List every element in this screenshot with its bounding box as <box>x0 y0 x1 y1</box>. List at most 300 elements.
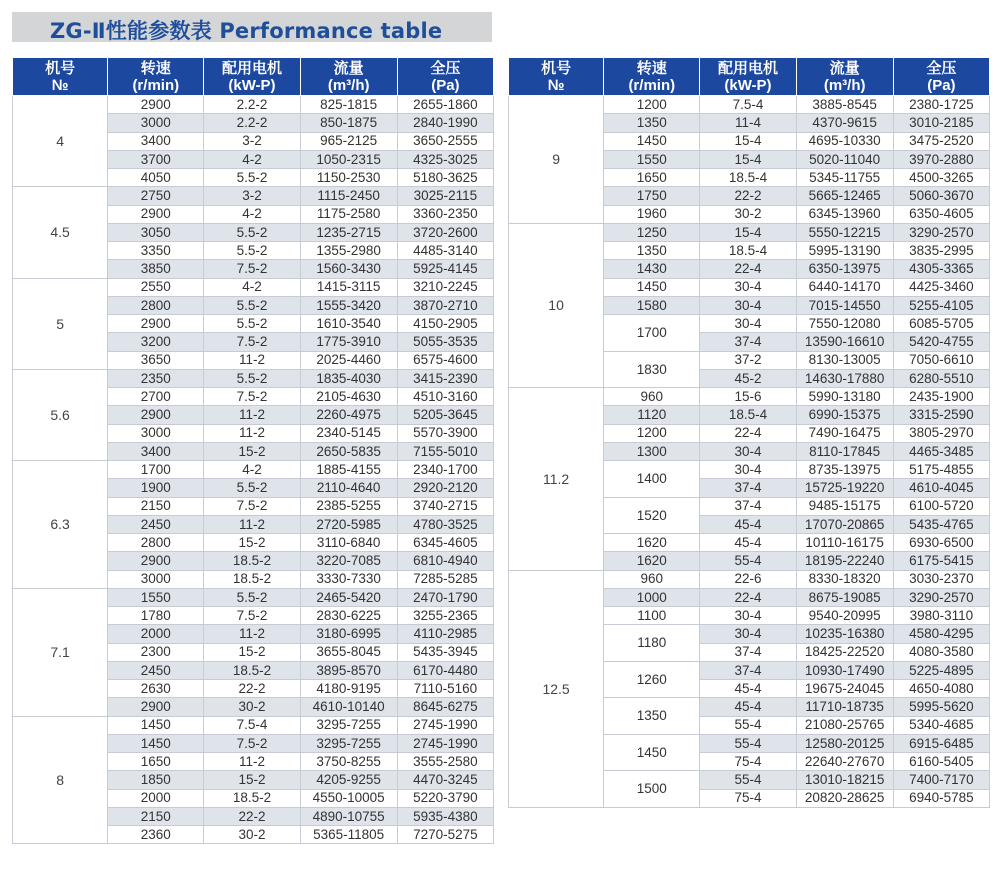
header-motor-label: 配用电机 <box>717 59 778 77</box>
speed-cell: 1700 <box>604 315 700 352</box>
model-number: 7.1 <box>13 588 108 716</box>
flow-cell: 1115-2450 <box>300 187 397 205</box>
flow-cell: 11710-18735 <box>796 698 893 716</box>
motor-cell: 18.5-2 <box>204 789 300 807</box>
flow-cell: 1885-4155 <box>300 461 397 479</box>
speed-cell: 1550 <box>604 150 700 168</box>
motor-cell: 30-4 <box>700 278 796 296</box>
speed-cell: 2900 <box>108 96 204 114</box>
speed-cell: 1960 <box>604 205 700 223</box>
pressure-cell: 3415-2390 <box>397 369 493 387</box>
motor-cell: 30-4 <box>700 607 796 625</box>
pressure-cell: 3290-2570 <box>893 223 989 241</box>
motor-cell: 30-4 <box>700 315 796 333</box>
flow-cell: 4550-10005 <box>300 789 397 807</box>
flow-cell: 10235-16380 <box>796 625 893 643</box>
speed-cell: 960 <box>604 388 700 406</box>
pressure-cell: 3475-2520 <box>893 132 989 150</box>
pressure-cell: 3980-3110 <box>893 607 989 625</box>
flow-cell: 14630-17880 <box>796 369 893 387</box>
flow-cell: 10930-17490 <box>796 661 893 679</box>
flow-cell: 3885-8545 <box>796 96 893 114</box>
flow-cell: 6350-13975 <box>796 260 893 278</box>
speed-cell: 1430 <box>604 260 700 278</box>
motor-cell: 4-2 <box>204 461 300 479</box>
flow-cell: 3220-7085 <box>300 552 397 570</box>
pressure-cell: 2745-1990 <box>397 734 493 752</box>
flow-cell: 4205-9255 <box>300 771 397 789</box>
table-row <box>13 588 494 606</box>
speed-cell: 1100 <box>604 607 700 625</box>
header-speed-label: 转速 <box>140 59 171 77</box>
speed-cell: 2360 <box>108 826 204 844</box>
performance-table-right <box>508 57 990 808</box>
header-no-label: 机号 <box>541 59 572 77</box>
speed-cell: 1350 <box>604 114 700 132</box>
pressure-cell: 7110-5160 <box>397 680 493 698</box>
speed-cell: 1450 <box>108 716 204 734</box>
flow-cell: 1610-3540 <box>300 315 397 333</box>
motor-cell: 22-4 <box>700 260 796 278</box>
motor-cell: 22-6 <box>700 570 796 588</box>
header-no <box>13 58 108 96</box>
pressure-cell: 3025-2115 <box>397 187 493 205</box>
motor-cell: 5.5-2 <box>204 296 300 314</box>
flow-cell: 3110-6840 <box>300 534 397 552</box>
pressure-cell: 5340-4685 <box>893 716 989 734</box>
pressure-cell: 4425-3460 <box>893 278 989 296</box>
pressure-cell: 6160-5405 <box>893 753 989 771</box>
motor-cell: 11-2 <box>204 406 300 424</box>
speed-cell: 2150 <box>108 497 204 515</box>
pressure-cell: 7270-5275 <box>397 826 493 844</box>
flow-cell: 18425-22520 <box>796 643 893 661</box>
speed-cell: 2900 <box>108 205 204 223</box>
model-number: 10 <box>509 223 604 387</box>
flow-cell: 5550-12215 <box>796 223 893 241</box>
flow-cell: 3295-7255 <box>300 716 397 734</box>
flow-cell: 6990-15375 <box>796 406 893 424</box>
pressure-cell: 3720-2600 <box>397 223 493 241</box>
pressure-cell: 6940-5785 <box>893 789 989 807</box>
flow-cell: 21080-25765 <box>796 716 893 734</box>
flow-cell: 2465-5420 <box>300 588 397 606</box>
motor-cell: 30-4 <box>700 461 796 479</box>
header-motor-unit: (kW-P) <box>228 76 276 94</box>
model-number: 8 <box>13 716 108 844</box>
pressure-cell: 5225-4895 <box>893 661 989 679</box>
motor-cell: 7.5-2 <box>204 260 300 278</box>
header-speed-unit: (r/min) <box>132 76 180 94</box>
pressure-cell: 4470-3245 <box>397 771 493 789</box>
flow-cell: 4180-9195 <box>300 680 397 698</box>
pressure-cell: 2470-1790 <box>397 588 493 606</box>
speed-cell: 1180 <box>604 625 700 662</box>
flow-cell: 8330-18320 <box>796 570 893 588</box>
header-speed <box>604 58 700 96</box>
flow-cell: 5995-13190 <box>796 242 893 260</box>
speed-cell: 1780 <box>108 607 204 625</box>
motor-cell: 15-2 <box>204 643 300 661</box>
motor-cell: 75-4 <box>700 753 796 771</box>
speed-cell: 1200 <box>604 424 700 442</box>
pressure-cell: 3360-2350 <box>397 205 493 223</box>
motor-cell: 7.5-2 <box>204 607 300 625</box>
pressure-cell: 5420-4755 <box>893 333 989 351</box>
pressure-cell: 6810-4940 <box>397 552 493 570</box>
flow-cell: 15725-19220 <box>796 479 893 497</box>
speed-cell: 3400 <box>108 132 204 150</box>
model-number: 11.2 <box>509 388 604 571</box>
header-flow <box>796 58 893 96</box>
header-pressure-unit: (Pa) <box>431 76 460 94</box>
flow-cell: 3655-8045 <box>300 643 397 661</box>
flow-cell: 6345-13960 <box>796 205 893 223</box>
motor-cell: 37-4 <box>700 497 796 515</box>
pressure-cell: 7155-5010 <box>397 442 493 460</box>
flow-cell: 5345-11755 <box>796 169 893 187</box>
motor-cell: 5.5-2 <box>204 315 300 333</box>
flow-cell: 2830-6225 <box>300 607 397 625</box>
flow-cell: 18195-22240 <box>796 552 893 570</box>
motor-cell: 5.5-2 <box>204 479 300 497</box>
flow-cell: 1415-3115 <box>300 278 397 296</box>
header-motor <box>700 58 796 96</box>
table-row <box>13 369 494 387</box>
pressure-cell: 5180-3625 <box>397 169 493 187</box>
pressure-cell: 4580-4295 <box>893 625 989 643</box>
header-speed-unit: (r/min) <box>628 76 676 94</box>
pressure-cell: 4780-3525 <box>397 515 493 533</box>
flow-cell: 8735-13975 <box>796 461 893 479</box>
pressure-cell: 7400-7170 <box>893 771 989 789</box>
speed-cell: 2900 <box>108 552 204 570</box>
header-pressure <box>893 58 989 96</box>
motor-cell: 7.5-2 <box>204 734 300 752</box>
pressure-cell: 6345-4605 <box>397 534 493 552</box>
flow-cell: 19675-24045 <box>796 680 893 698</box>
header-flow <box>300 58 397 96</box>
model-number: 4.5 <box>13 187 108 278</box>
motor-cell: 45-4 <box>700 515 796 533</box>
motor-cell: 18.5-4 <box>700 242 796 260</box>
flow-cell: 2340-5145 <box>300 424 397 442</box>
header-no-unit: № <box>51 76 69 94</box>
pressure-cell: 3835-2995 <box>893 242 989 260</box>
flow-cell: 10110-16175 <box>796 534 893 552</box>
motor-cell: 15-4 <box>700 223 796 241</box>
flow-cell: 2720-5985 <box>300 515 397 533</box>
pressure-cell: 4150-2905 <box>397 315 493 333</box>
speed-cell: 1850 <box>108 771 204 789</box>
pressure-cell: 2745-1990 <box>397 716 493 734</box>
motor-cell: 3-2 <box>204 187 300 205</box>
flow-cell: 7550-12080 <box>796 315 893 333</box>
motor-cell: 2.2-2 <box>204 114 300 132</box>
speed-cell: 3650 <box>108 351 204 369</box>
flow-cell: 8675-19085 <box>796 588 893 606</box>
model-number: 6.3 <box>13 461 108 589</box>
speed-cell: 2000 <box>108 789 204 807</box>
motor-cell: 22-2 <box>204 680 300 698</box>
speed-cell: 3850 <box>108 260 204 278</box>
motor-cell: 5.5-2 <box>204 369 300 387</box>
pressure-cell: 4305-3365 <box>893 260 989 278</box>
pressure-cell: 2340-1700 <box>397 461 493 479</box>
speed-cell: 1750 <box>604 187 700 205</box>
pressure-cell: 5060-3670 <box>893 187 989 205</box>
flow-cell: 1050-2315 <box>300 150 397 168</box>
flow-cell: 7015-14550 <box>796 296 893 314</box>
pressure-cell: 2920-2120 <box>397 479 493 497</box>
header-motor-unit: (kW-P) <box>724 76 772 94</box>
motor-cell: 45-4 <box>700 534 796 552</box>
motor-cell: 18.5-2 <box>204 570 300 588</box>
header-no-unit: № <box>547 76 565 94</box>
model-number: 4 <box>13 96 108 187</box>
flow-cell: 3180-6995 <box>300 625 397 643</box>
performance-table-left <box>12 57 494 844</box>
motor-cell: 18.5-2 <box>204 661 300 679</box>
table-row <box>13 461 494 479</box>
pressure-cell: 5935-4380 <box>397 807 493 825</box>
model-number: 12.5 <box>509 570 604 807</box>
pressure-cell: 2655-1860 <box>397 96 493 114</box>
flow-cell: 3295-7255 <box>300 734 397 752</box>
motor-cell: 22-4 <box>700 588 796 606</box>
motor-cell: 4-2 <box>204 150 300 168</box>
flow-cell: 20820-28625 <box>796 789 893 807</box>
flow-cell: 1355-2980 <box>300 242 397 260</box>
speed-cell: 1000 <box>604 588 700 606</box>
flow-cell: 1235-2715 <box>300 223 397 241</box>
pressure-cell: 6170-4480 <box>397 661 493 679</box>
flow-cell: 8130-13005 <box>796 351 893 369</box>
motor-cell: 4-2 <box>204 278 300 296</box>
flow-cell: 9540-20995 <box>796 607 893 625</box>
table-row <box>509 570 990 588</box>
flow-cell: 2110-4640 <box>300 479 397 497</box>
pressure-cell: 4465-3485 <box>893 442 989 460</box>
motor-cell: 15-2 <box>204 534 300 552</box>
motor-cell: 45-4 <box>700 698 796 716</box>
speed-cell: 4050 <box>108 169 204 187</box>
motor-cell: 11-4 <box>700 114 796 132</box>
header-pressure <box>397 58 493 96</box>
speed-cell: 3050 <box>108 223 204 241</box>
pressure-cell: 4110-2985 <box>397 625 493 643</box>
speed-cell: 3400 <box>108 442 204 460</box>
speed-cell: 1520 <box>604 497 700 534</box>
speed-cell: 1260 <box>604 661 700 698</box>
speed-cell: 1300 <box>604 442 700 460</box>
flow-cell: 5365-11805 <box>300 826 397 844</box>
motor-cell: 15-4 <box>700 132 796 150</box>
motor-cell: 11-2 <box>204 625 300 643</box>
speed-cell: 2900 <box>108 698 204 716</box>
flow-cell: 13010-18215 <box>796 771 893 789</box>
header-motor-label: 配用电机 <box>221 59 282 77</box>
model-number: 9 <box>509 96 604 224</box>
header-pressure-label: 全压 <box>430 59 461 77</box>
motor-cell: 15-2 <box>204 442 300 460</box>
motor-cell: 22-2 <box>204 807 300 825</box>
speed-cell: 1250 <box>604 223 700 241</box>
pressure-cell: 4325-3025 <box>397 150 493 168</box>
header-no <box>509 58 604 96</box>
motor-cell: 55-4 <box>700 716 796 734</box>
speed-cell: 1620 <box>604 534 700 552</box>
speed-cell: 960 <box>604 570 700 588</box>
pressure-cell: 4485-3140 <box>397 242 493 260</box>
motor-cell: 30-2 <box>204 826 300 844</box>
page-title: ZG-Ⅱ性能参数表 Performance table <box>50 19 443 43</box>
speed-cell: 1700 <box>108 461 204 479</box>
flow-cell: 1150-2530 <box>300 169 397 187</box>
motor-cell: 2.2-2 <box>204 96 300 114</box>
pressure-cell: 6085-5705 <box>893 315 989 333</box>
speed-cell: 1350 <box>604 242 700 260</box>
pressure-cell: 6100-5720 <box>893 497 989 515</box>
speed-cell: 2630 <box>108 680 204 698</box>
pressure-cell: 6575-4600 <box>397 351 493 369</box>
pressure-cell: 6930-6500 <box>893 534 989 552</box>
flow-cell: 2260-4975 <box>300 406 397 424</box>
flow-cell: 4695-10330 <box>796 132 893 150</box>
flow-cell: 1775-3910 <box>300 333 397 351</box>
pressure-cell: 3870-2710 <box>397 296 493 314</box>
flow-cell: 2025-4460 <box>300 351 397 369</box>
header-pressure-label: 全压 <box>926 59 957 77</box>
motor-cell: 5.5-2 <box>204 223 300 241</box>
motor-cell: 18.5-4 <box>700 169 796 187</box>
flow-cell: 17070-20865 <box>796 515 893 533</box>
motor-cell: 5.5-2 <box>204 242 300 260</box>
motor-cell: 30-4 <box>700 442 796 460</box>
motor-cell: 5.5-2 <box>204 169 300 187</box>
motor-cell: 55-4 <box>700 552 796 570</box>
pressure-cell: 6280-5510 <box>893 369 989 387</box>
speed-cell: 1200 <box>604 96 700 114</box>
pressure-cell: 3210-2245 <box>397 278 493 296</box>
pressure-cell: 3555-2580 <box>397 753 493 771</box>
pressure-cell: 2435-1900 <box>893 388 989 406</box>
pressure-cell: 5435-4765 <box>893 515 989 533</box>
header-speed-label: 转速 <box>636 59 667 77</box>
flow-cell: 1555-3420 <box>300 296 397 314</box>
motor-cell: 30-2 <box>204 698 300 716</box>
speed-cell: 2800 <box>108 534 204 552</box>
pressure-cell: 5055-3535 <box>397 333 493 351</box>
speed-cell: 2450 <box>108 661 204 679</box>
table-row <box>13 716 494 734</box>
model-number: 5 <box>13 278 108 369</box>
speed-cell: 1450 <box>108 734 204 752</box>
header-flow-label: 流量 <box>333 59 364 77</box>
speed-cell: 1450 <box>604 734 700 771</box>
model-number: 5.6 <box>13 369 108 460</box>
header-no-label: 机号 <box>45 59 76 77</box>
pressure-cell: 5995-5620 <box>893 698 989 716</box>
flow-cell: 5020-11040 <box>796 150 893 168</box>
flow-cell: 3895-8570 <box>300 661 397 679</box>
speed-cell: 1500 <box>604 771 700 808</box>
pressure-cell: 6350-4605 <box>893 205 989 223</box>
table-row <box>13 187 494 205</box>
table-row <box>509 388 990 406</box>
speed-cell: 3700 <box>108 150 204 168</box>
pressure-cell: 7285-5285 <box>397 570 493 588</box>
motor-cell: 55-4 <box>700 734 796 752</box>
motor-cell: 15-6 <box>700 388 796 406</box>
motor-cell: 37-4 <box>700 479 796 497</box>
speed-cell: 2000 <box>108 625 204 643</box>
pressure-cell: 2380-1725 <box>893 96 989 114</box>
speed-cell: 1450 <box>604 278 700 296</box>
speed-cell: 1650 <box>108 753 204 771</box>
speed-cell: 1400 <box>604 461 700 498</box>
pressure-cell: 3010-2185 <box>893 114 989 132</box>
speed-cell: 1550 <box>108 588 204 606</box>
motor-cell: 37-2 <box>700 351 796 369</box>
speed-cell: 1620 <box>604 552 700 570</box>
motor-cell: 30-4 <box>700 625 796 643</box>
flow-cell: 2105-4630 <box>300 388 397 406</box>
flow-cell: 5665-12465 <box>796 187 893 205</box>
motor-cell: 37-4 <box>700 661 796 679</box>
pressure-cell: 3650-2555 <box>397 132 493 150</box>
table-header-row <box>509 58 990 96</box>
motor-cell: 45-4 <box>700 680 796 698</box>
pressure-cell: 4650-4080 <box>893 680 989 698</box>
speed-cell: 1120 <box>604 406 700 424</box>
flow-cell: 3330-7330 <box>300 570 397 588</box>
header-flow-label: 流量 <box>829 59 860 77</box>
flow-cell: 9485-15175 <box>796 497 893 515</box>
pressure-cell: 6915-6485 <box>893 734 989 752</box>
speed-cell: 3000 <box>108 424 204 442</box>
motor-cell: 11-2 <box>204 424 300 442</box>
table-row <box>13 96 494 114</box>
flow-cell: 22640-27670 <box>796 753 893 771</box>
pressure-cell: 3255-2365 <box>397 607 493 625</box>
pressure-cell: 3740-2715 <box>397 497 493 515</box>
table-row <box>13 278 494 296</box>
speed-cell: 3000 <box>108 114 204 132</box>
pressure-cell: 5255-4105 <box>893 296 989 314</box>
speed-cell: 3000 <box>108 570 204 588</box>
speed-cell: 2800 <box>108 296 204 314</box>
table-row <box>509 96 990 114</box>
pressure-cell: 4510-3160 <box>397 388 493 406</box>
motor-cell: 45-2 <box>700 369 796 387</box>
pressure-cell: 3315-2590 <box>893 406 989 424</box>
motor-cell: 7.5-2 <box>204 497 300 515</box>
motor-cell: 5.5-2 <box>204 588 300 606</box>
speed-cell: 1900 <box>108 479 204 497</box>
pressure-cell: 3290-2570 <box>893 588 989 606</box>
motor-cell: 37-4 <box>700 643 796 661</box>
flow-cell: 2385-5255 <box>300 497 397 515</box>
flow-cell: 5990-13180 <box>796 388 893 406</box>
flow-cell: 825-1815 <box>300 96 397 114</box>
motor-cell: 7.5-4 <box>700 96 796 114</box>
pressure-cell: 5435-3945 <box>397 643 493 661</box>
pressure-cell: 5570-3900 <box>397 424 493 442</box>
flow-cell: 1560-3430 <box>300 260 397 278</box>
pressure-cell: 4500-3265 <box>893 169 989 187</box>
flow-cell: 4610-10140 <box>300 698 397 716</box>
